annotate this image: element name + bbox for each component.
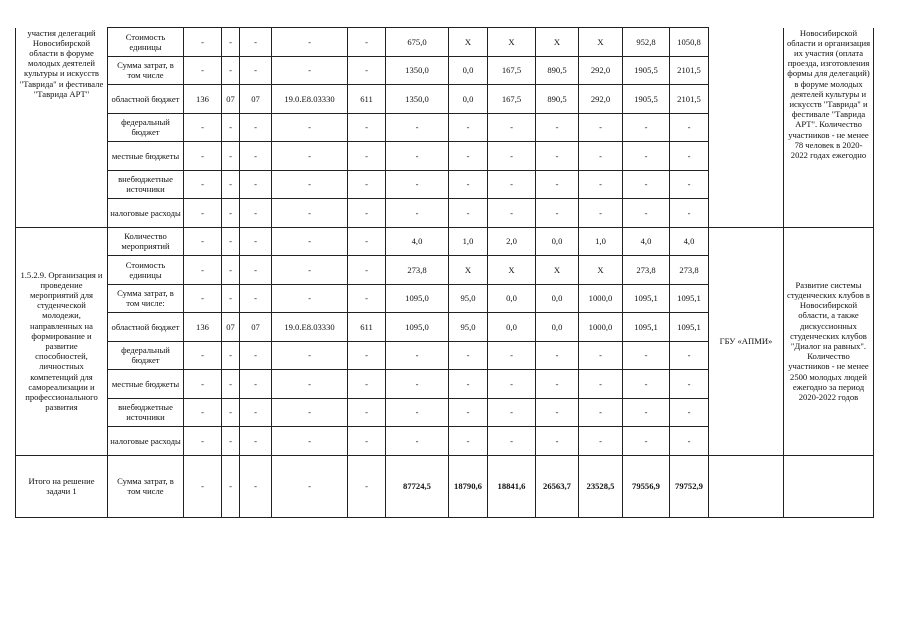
code-cell: -: [272, 370, 348, 399]
code-cell: -: [240, 284, 272, 313]
value-cell: -: [670, 341, 709, 370]
code-cell: -: [184, 28, 222, 57]
code-cell: -: [222, 398, 240, 427]
code-cell: -: [184, 341, 222, 370]
code-cell: -: [184, 113, 222, 142]
value-cell: -: [623, 427, 670, 456]
value-cell: 2101,5: [670, 85, 709, 114]
value-cell: 167,5: [488, 85, 536, 114]
value-cell: 4,0: [623, 227, 670, 256]
row-label-cell: внебюджетные источники: [108, 170, 184, 199]
value-cell: 675,0: [386, 28, 449, 57]
value-cell: -: [536, 370, 579, 399]
code-cell: -: [240, 227, 272, 256]
code-cell: -: [222, 227, 240, 256]
value-cell: X: [579, 256, 623, 285]
value-cell: -: [449, 398, 488, 427]
code-cell: -: [184, 427, 222, 456]
value-cell: -: [579, 142, 623, 171]
code-cell: -: [240, 199, 272, 228]
value-cell: -: [579, 199, 623, 228]
value-cell: -: [670, 398, 709, 427]
value-cell: 1905,5: [623, 85, 670, 114]
code-cell: -: [184, 142, 222, 171]
code-cell: -: [272, 142, 348, 171]
total-value-cell: 79752,9: [670, 455, 709, 517]
executor-cell: [709, 455, 784, 517]
value-cell: -: [536, 398, 579, 427]
code-cell: -: [222, 142, 240, 171]
code-cell: -: [240, 142, 272, 171]
value-cell: 4,0: [670, 227, 709, 256]
value-cell: -: [670, 370, 709, 399]
code-cell: -: [272, 28, 348, 57]
value-cell: -: [579, 170, 623, 199]
row-label-cell: федеральный бюджет: [108, 341, 184, 370]
value-cell: -: [449, 113, 488, 142]
value-cell: 0,0: [536, 227, 579, 256]
value-cell: 1095,1: [670, 284, 709, 313]
value-cell: 1905,5: [623, 56, 670, 85]
value-cell: 952,8: [623, 28, 670, 57]
code-cell: -: [272, 427, 348, 456]
value-cell: 1095,1: [623, 313, 670, 342]
code-cell: -: [240, 398, 272, 427]
value-cell: 0,0: [488, 313, 536, 342]
code-cell: -: [348, 398, 386, 427]
value-cell: 95,0: [449, 313, 488, 342]
value-cell: 273,8: [386, 256, 449, 285]
code-cell: 07: [222, 313, 240, 342]
code-cell: -: [348, 227, 386, 256]
row-label-cell: местные бюджеты: [108, 370, 184, 399]
code-cell: -: [184, 256, 222, 285]
value-cell: 292,0: [579, 56, 623, 85]
value-cell: -: [386, 341, 449, 370]
code-cell: -: [348, 199, 386, 228]
value-cell: -: [386, 370, 449, 399]
row-label-cell: налоговые расходы: [108, 427, 184, 456]
value-cell: -: [488, 142, 536, 171]
code-cell: -: [240, 341, 272, 370]
value-cell: 1095,0: [386, 284, 449, 313]
value-cell: X: [579, 28, 623, 57]
code-cell: -: [222, 341, 240, 370]
value-cell: -: [449, 199, 488, 228]
value-cell: -: [386, 427, 449, 456]
row-label-cell: областной бюджет: [108, 313, 184, 342]
value-cell: 1000,0: [579, 284, 623, 313]
code-cell: -: [222, 370, 240, 399]
code-cell: -: [184, 398, 222, 427]
value-cell: 0,0: [488, 284, 536, 313]
value-cell: -: [488, 370, 536, 399]
code-cell: 07: [240, 85, 272, 114]
value-cell: 0,0: [536, 313, 579, 342]
code-cell: -: [272, 56, 348, 85]
row-label-cell: местные бюджеты: [108, 142, 184, 171]
value-cell: -: [623, 199, 670, 228]
code-cell: 136: [184, 85, 222, 114]
value-cell: 273,8: [670, 256, 709, 285]
total-value-cell: 26563,7: [536, 455, 579, 517]
code-cell: -: [222, 284, 240, 313]
value-cell: -: [536, 341, 579, 370]
code-cell: -: [184, 370, 222, 399]
value-cell: -: [386, 142, 449, 171]
total-label-cell: Итого на решение задачи 1: [16, 455, 108, 517]
value-cell: 4,0: [386, 227, 449, 256]
value-cell: -: [449, 427, 488, 456]
value-cell: 273,8: [623, 256, 670, 285]
code-cell: -: [222, 455, 240, 517]
row-label-cell: внебюджетные источники: [108, 398, 184, 427]
row-label-cell: налоговые расходы: [108, 199, 184, 228]
code-cell: -: [348, 56, 386, 85]
executor-cell: ГБУ «АПМИ»: [709, 227, 784, 455]
value-cell: X: [536, 256, 579, 285]
total-value-cell: 18790,6: [449, 455, 488, 517]
value-cell: X: [488, 28, 536, 57]
executor-cell: [709, 28, 784, 228]
code-cell: -: [348, 455, 386, 517]
value-cell: -: [488, 113, 536, 142]
row-label-cell: Сумма затрат, в том числе: [108, 455, 184, 517]
value-cell: -: [386, 170, 449, 199]
value-cell: X: [488, 256, 536, 285]
expected-result-cell: [784, 455, 874, 517]
value-cell: -: [670, 170, 709, 199]
value-cell: 0,0: [536, 284, 579, 313]
code-cell: -: [240, 170, 272, 199]
code-cell: -: [272, 227, 348, 256]
value-cell: 2,0: [488, 227, 536, 256]
value-cell: -: [488, 398, 536, 427]
code-cell: -: [184, 227, 222, 256]
code-cell: -: [184, 455, 222, 517]
value-cell: 890,5: [536, 85, 579, 114]
code-cell: -: [240, 28, 272, 57]
total-value-cell: 87724,5: [386, 455, 449, 517]
code-cell: -: [348, 142, 386, 171]
expected-result-cell: Развитие системы студенческих клубов в Новосибирской области, а также дискуссионных студенческих клубов "Диалог на равных". Количество участников - не менее 2500 молодых людей ежегодно за период 2020-2022 годов: [784, 227, 874, 455]
value-cell: -: [488, 341, 536, 370]
code-cell: -: [348, 256, 386, 285]
value-cell: -: [449, 170, 488, 199]
code-cell: -: [272, 256, 348, 285]
code-cell: -: [348, 170, 386, 199]
value-cell: -: [386, 398, 449, 427]
value-cell: -: [670, 113, 709, 142]
code-cell: -: [222, 170, 240, 199]
code-cell: -: [272, 455, 348, 517]
value-cell: -: [488, 427, 536, 456]
code-cell: 611: [348, 85, 386, 114]
code-cell: -: [222, 56, 240, 85]
expected-result-cell: Новосибирской области и организация их участия (оплата проезда, изготовления формы для делегаций) в форуме молодых деятелей культуры и искусств "Таврида" и фестивале "Таврида АРТ". Количество участников - не менее 78 человек в 2020-2022 годах ежегодно: [784, 28, 874, 228]
budget-table: [15, 27, 874, 518]
code-cell: -: [240, 455, 272, 517]
total-value-cell: 18841,6: [488, 455, 536, 517]
row-label-cell: Стоимость единицы: [108, 28, 184, 57]
code-cell: -: [222, 256, 240, 285]
value-cell: -: [536, 170, 579, 199]
value-cell: -: [536, 142, 579, 171]
code-cell: -: [348, 28, 386, 57]
value-cell: 1000,0: [579, 313, 623, 342]
row-label-cell: Количество мероприятий: [108, 227, 184, 256]
code-cell: -: [184, 284, 222, 313]
code-cell: -: [240, 370, 272, 399]
code-cell: -: [222, 113, 240, 142]
value-cell: 0,0: [449, 85, 488, 114]
value-cell: -: [670, 199, 709, 228]
code-cell: -: [184, 199, 222, 228]
value-cell: -: [449, 370, 488, 399]
value-cell: 292,0: [579, 85, 623, 114]
code-cell: -: [240, 427, 272, 456]
value-cell: 167,5: [488, 56, 536, 85]
value-cell: -: [449, 142, 488, 171]
row-label-cell: Сумма затрат, в том числе:: [108, 284, 184, 313]
code-cell: 19.0.E8.03330: [272, 313, 348, 342]
value-cell: -: [579, 341, 623, 370]
code-cell: -: [348, 113, 386, 142]
code-cell: -: [240, 56, 272, 85]
value-cell: -: [623, 170, 670, 199]
code-cell: -: [272, 170, 348, 199]
value-cell: -: [579, 398, 623, 427]
value-cell: -: [670, 427, 709, 456]
row-label-cell: федеральный бюджет: [108, 113, 184, 142]
code-cell: 19.0.E8.03330: [272, 85, 348, 114]
total-row: [16, 455, 874, 517]
code-cell: -: [240, 113, 272, 142]
table-row: [16, 227, 874, 256]
value-cell: X: [536, 28, 579, 57]
value-cell: -: [488, 199, 536, 228]
value-cell: 1,0: [449, 227, 488, 256]
value-cell: -: [623, 341, 670, 370]
code-cell: -: [348, 427, 386, 456]
value-cell: -: [488, 170, 536, 199]
code-cell: -: [272, 341, 348, 370]
code-cell: -: [222, 199, 240, 228]
value-cell: 1050,8: [670, 28, 709, 57]
code-cell: -: [184, 170, 222, 199]
code-cell: -: [222, 427, 240, 456]
value-cell: X: [449, 28, 488, 57]
value-cell: 0,0: [449, 56, 488, 85]
total-value-cell: 79556,9: [623, 455, 670, 517]
total-value-cell: 23528,5: [579, 455, 623, 517]
value-cell: -: [536, 427, 579, 456]
value-cell: 95,0: [449, 284, 488, 313]
value-cell: -: [623, 113, 670, 142]
code-cell: -: [222, 28, 240, 57]
value-cell: 1095,1: [670, 313, 709, 342]
code-cell: 136: [184, 313, 222, 342]
task-description-cell: участия делегаций Новосибирской области в форуме молодых деятелей культуры и искусств "Таврида" и фестивале "Таврида АРТ": [16, 28, 108, 228]
value-cell: 1095,0: [386, 313, 449, 342]
value-cell: -: [579, 113, 623, 142]
code-cell: 611: [348, 313, 386, 342]
value-cell: -: [386, 113, 449, 142]
code-cell: -: [272, 398, 348, 427]
table-row: [16, 28, 874, 57]
code-cell: -: [272, 113, 348, 142]
value-cell: -: [623, 142, 670, 171]
code-cell: 07: [240, 313, 272, 342]
code-cell: 07: [222, 85, 240, 114]
value-cell: 1350,0: [386, 56, 449, 85]
value-cell: 890,5: [536, 56, 579, 85]
value-cell: 1350,0: [386, 85, 449, 114]
code-cell: -: [272, 284, 348, 313]
code-cell: -: [272, 199, 348, 228]
value-cell: -: [579, 370, 623, 399]
value-cell: -: [386, 199, 449, 228]
value-cell: -: [536, 199, 579, 228]
value-cell: -: [449, 341, 488, 370]
code-cell: -: [184, 56, 222, 85]
value-cell: -: [670, 142, 709, 171]
value-cell: -: [579, 427, 623, 456]
value-cell: -: [623, 370, 670, 399]
value-cell: 2101,5: [670, 56, 709, 85]
value-cell: -: [623, 398, 670, 427]
value-cell: -: [536, 113, 579, 142]
code-cell: -: [348, 341, 386, 370]
value-cell: 1,0: [579, 227, 623, 256]
code-cell: -: [348, 284, 386, 313]
value-cell: 1095,1: [623, 284, 670, 313]
row-label-cell: Стоимость единицы: [108, 256, 184, 285]
row-label-cell: областной бюджет: [108, 85, 184, 114]
code-cell: -: [348, 370, 386, 399]
value-cell: X: [449, 256, 488, 285]
code-cell: -: [240, 256, 272, 285]
row-label-cell: Сумма затрат, в том числе: [108, 56, 184, 85]
task-description-cell: 1.5.2.9. Организация и проведение мероприятий для студенческой молодежи, направленных на формирование и развитие способностей, личностных компетенций для самореализации и профессионального развития: [16, 227, 108, 455]
